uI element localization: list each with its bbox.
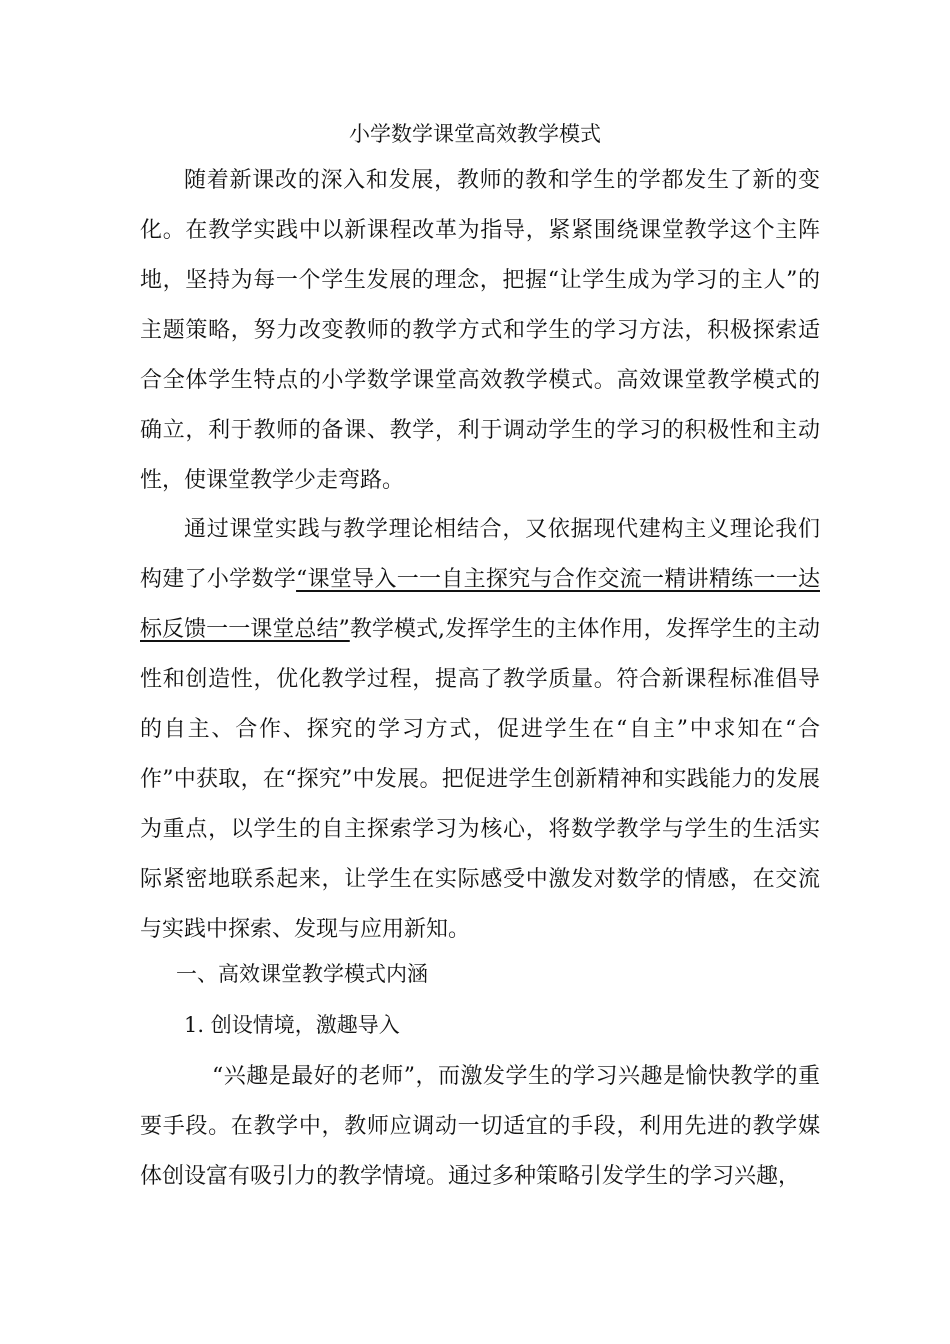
section-heading-1: 一、高效课堂教学模式内涵 [176,962,428,986]
paragraph-intro: 随着新课改的深入和发展，教师的教和学生的学都发生了新的变化。在教学实践中以新课程改革为指导，紧紧围绕课堂教学这个主阵地，坚持为每一个学生发展的理念，把握“让学生成为学习的主人”的主题策略，努力改变教师的教学方式和学生的学习方法，积极探索适合全体学生特点的小学数学课堂高效教学模式。高效课堂教学模式的确立，利于教师的备课、教学，利于调动学生的学习的积极性和主动性，使课堂教学少走弯路。 [140,168,820,493]
subsection-heading-1: 1. 创设情境，激趣导入 [184,1013,400,1037]
paragraph-model-text-after: 教学模式,发挥学生的主体作用，发挥学生的主动性和创造性，优化教学过程，提高了教学质量。符合新课程标准倡导的自主、合作、探究的学习方式，促进学生在“自主”中求知在“合作”中获取，在“探究”中发展。把促进学生创新精神和实践能力的发展为重点，以学生的自主探索学习为核心，将数学教学与学生的生活实际紧密地联系起来，让学生在实际感受中激发对数学的情感，在交流与实践中探索、发现与应用新知。 [140,617,821,942]
paragraph-interest: “兴趣是最好的老师”，而激发学生的学习兴趣是愉快教学的重要手段。在教学中，教师应调动一切适宜的手段，利用先进的教学媒体创设富有吸引力的教学情境。通过多种策略引发学生的学习兴趣， [140,1064,820,1189]
model-steps-underlined: “课堂导入一一自主探究与合作交流一精讲精练一一达标反馈一一课堂总结” [140,567,820,642]
paragraph-model-text-before: 通过课堂实践与教学理论相结合，又依据现代建构主义理论我们构建了小学数学 [140,517,820,592]
paragraph-model [140,505,820,955]
document-title: 小学数学课堂高效教学模式 [349,122,601,146]
